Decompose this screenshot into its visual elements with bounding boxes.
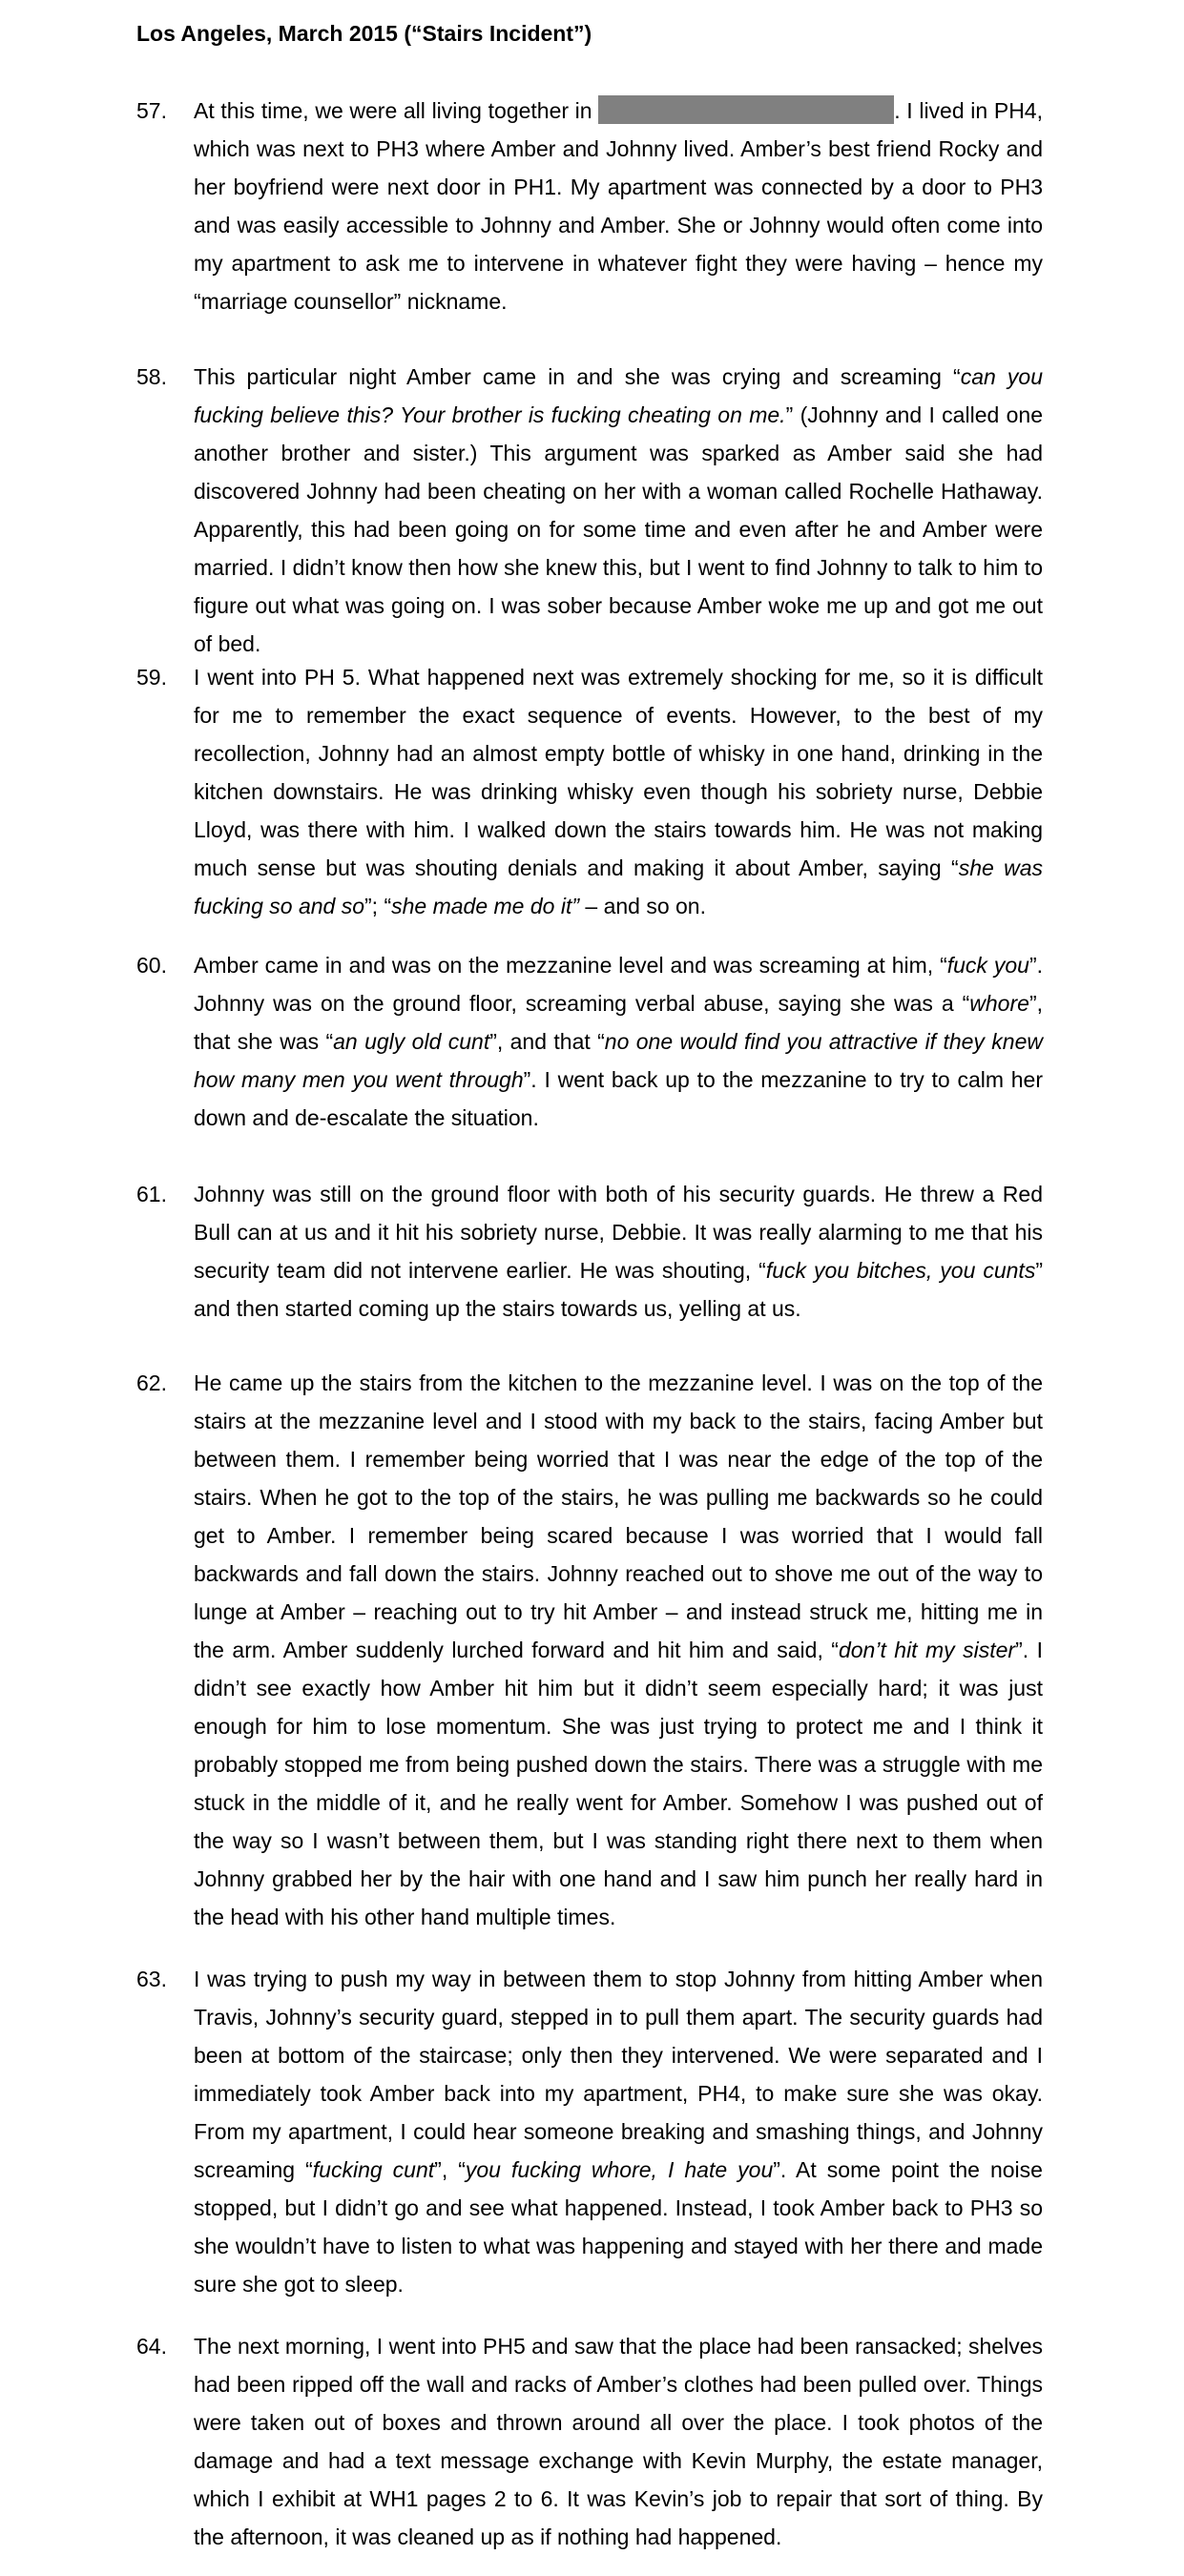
paragraph-text (194, 658, 1043, 925)
paragraph-number: 62. (136, 1370, 167, 1395)
text-run: . I lived in PH4, which was next to PH3 where Amber and Johnny lived. Amber’s best friend Rocky and her boyfriend were next door in PH1. My apartment was connected by a door to PH3 and was easily accessible to Johnny and Amber. She or Johnny would often come into my apartment to ask me to intervene in whatever fight they were having – hence my “marriage counsellor” nickname. (194, 98, 1043, 314)
paragraph-text (194, 92, 1043, 320)
text-run: I went into PH 5. What happened next was extremely shocking for me, so it is difficult for me to remember the exact sequence of events. However, to the best of my recollection, Johnny had an almost empty bottle of whisky in one hand, drinking in the kitchen downstairs. He was drinking whisky even though his sobriety nurse, Debbie Lloyd, was there with him. I walked down the stairs towards him. He was not making much sense but was shouting denials and making it about Amber, saying “ (194, 665, 1043, 880)
italic-quote: don’t hit my sister (838, 1638, 1016, 1662)
text-run: This particular night Amber came in and she was crying and screaming “ (194, 364, 961, 389)
paragraph-text (194, 1175, 1043, 1328)
text-run: Amber came in and was on the mezzanine level and was screaming at him, “ (194, 953, 947, 978)
paragraph-number: 64. (136, 2334, 167, 2359)
text-run: Johnny was still on the ground floor with both of his security guards. He threw a Red Bull can at us and it hit his sobriety nurse, Debbie. It was really alarming to me that his security team did not intervene earlier. He was shouting, “ (194, 1182, 1043, 1283)
italic-quote: fuck you bitches, you cunts (765, 1258, 1036, 1283)
text-run: ”. I went back up to the mezzanine to try to calm her down and de-escalate the situation. (194, 1067, 1043, 1130)
text-run: He came up the stairs from the kitchen to the mezzanine level. I was on the top of the stairs at the mezzanine level and I stood with my back to the stairs, facing Amber but between them. I remember being worried that I was near the edge of the top of the stairs. When he got to the top of the stairs, he was pulling me backwards so he could get to Amber. I remember being scared because I was worried that I would fall backwards and fall down the stairs. Johnny reached out to shove me out of the way to lunge at Amber – reaching out to try hit Amber – and instead struck me, hitting me in the arm. Amber suddenly lurched forward and hit him and said, “ (194, 1370, 1043, 1662)
italic-quote: she was fucking so and so (194, 855, 1044, 918)
paragraph-number: 63. (136, 1967, 167, 1991)
paragraph-text (194, 2327, 1043, 2556)
paragraph-number: 61. (136, 1182, 167, 1206)
text-run: ” and then started coming up the stairs towards us, yelling at us. (194, 1258, 1043, 1321)
paragraph-59 (136, 658, 1043, 925)
text-run: ”. Johnny was on the ground floor, screaming verbal abuse, saying she was a “ (194, 953, 1043, 1016)
paragraph-64 (136, 2327, 1043, 2556)
italic-quote: she made me do it” (391, 894, 579, 918)
paragraph-63 (136, 1960, 1043, 2303)
paragraph-number: 59. (136, 665, 167, 690)
paragraph-61 (136, 1175, 1043, 1328)
redaction-box (598, 95, 894, 124)
text-run: ”, that she was “ (194, 991, 1043, 1054)
italic-quote: can you fucking believe this? Your brother is fucking cheating on me. (194, 364, 1043, 427)
italic-quote: you fucking whore, I hate you (465, 2157, 774, 2182)
paragraph-60 (136, 946, 1043, 1137)
text-run: ”, and that “ (489, 1029, 605, 1054)
text-run: – and so on. (579, 894, 706, 918)
text-run: At this time, we were all living together in (194, 98, 599, 123)
text-run: ”; “ (364, 894, 392, 918)
text-run: ”. I didn’t see exactly how Amber hit him but it didn’t seem especially hard; it was just enough for him to lose momentum. She was just trying to protect me and I think it probably stopped me from being pushed down the stairs. There was a struggle with me stuck in the middle of it, and he really went for Amber. Somehow I was pushed out of the way so I wasn’t between them, but I was standing right there next to them when Johnny grabbed her by the hair with one hand and I saw him punch her really hard in the head with his other hand multiple times. (194, 1638, 1043, 1929)
italic-quote: fuck you (946, 953, 1029, 978)
text-run: ”. At some point the noise stopped, but I didn’t go and see what happened. Instead, I took Amber back to PH3 so she wouldn’t have to listen to what was happening and stayed with her there and made sure she got to sleep. (194, 2157, 1043, 2297)
paragraph-text (194, 1960, 1043, 2303)
italic-quote: fucking cunt (312, 2157, 435, 2182)
paragraph-number: 57. (136, 98, 167, 123)
paragraph-text (194, 1364, 1043, 1936)
italic-quote: an ugly old cunt (333, 1029, 490, 1054)
text-run: I was trying to push my way in between them to stop Johnny from hitting Amber when Travis, Johnny’s security guard, stepped in to pull them apart. The security guards had been at bottom of the staircase; only then they intervened. We were separated and I immediately took Amber back into my apartment, PH4, to make sure she was okay. From my apartment, I could hear someone breaking and smashing things, and Johnny screaming “ (194, 1967, 1043, 2182)
paragraph-58 (136, 358, 1043, 663)
text-run: ” (Johnny and I called one another brother and sister.) This argument was sparked as Amber said she had discovered Johnny had been cheating on her with a woman called Rochelle Hathaway. Apparently, this had been going on for some time and even after he and Amber were married. I didn’t know then how she knew this, but I went to find Johnny to talk to him to figure out what was going on. I was sober because Amber woke me up and got me out of bed. (194, 402, 1043, 656)
text-run: ”, “ (434, 2157, 466, 2182)
paragraph-text (194, 358, 1043, 663)
text-run: The next morning, I went into PH5 and saw that the place had been ransacked; shelves had been ripped off the wall and racks of Amber’s clothes had been pulled over. Things were taken out of boxes and thrown around all over the place. I took photos of the damage and had a text message exchange with Kevin Murphy, the estate manager, which I exhibit at WH1 pages 2 to 6. It was Kevin’s job to repair that sort of thing. By the afternoon, it was cleaned up as if nothing had happened. (194, 2334, 1043, 2549)
italic-quote: no one would find you attractive if they knew how many men you went through (194, 1029, 1043, 1092)
paragraph-57 (136, 92, 1043, 320)
paragraph-62 (136, 1364, 1043, 1936)
section-heading: Los Angeles, March 2015 (“Stairs Incident”) (136, 21, 592, 46)
paragraph-number: 60. (136, 953, 167, 978)
italic-quote: whore (969, 991, 1029, 1016)
paragraph-text (194, 946, 1043, 1137)
paragraph-number: 58. (136, 364, 167, 389)
